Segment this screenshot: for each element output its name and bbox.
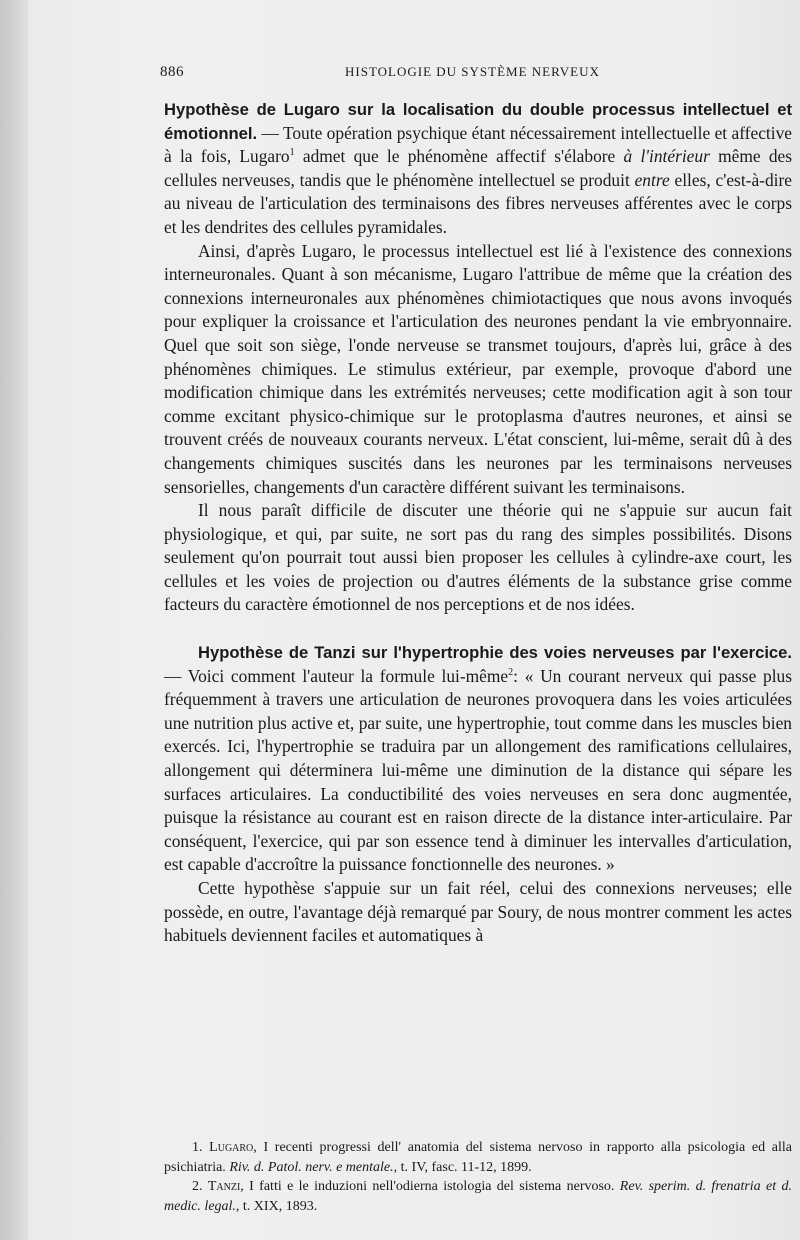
footnote-1: [164, 1138, 792, 1177]
section-title-tanzi: Hypothèse de Tanzi sur l'hypertrophie des voies nerveuses par l'exercice.: [198, 643, 792, 663]
footnote-ref: , t. IV, fasc. 11-12, 1899.: [393, 1159, 532, 1175]
paragraph-lugaro-critique: Il nous paraît difficile de discuter une théorie qui ne s'appuie sur aucun fait physiologique, et qui, par suite, ne sort pas du rang des simples possibilités. Disons seulement qu'on pourrait tout aussi bien proposer les cellules à cylindre-axe court, les cellules et les voies de projection ou d'autres éléments de la substance grise comme facteurs du caractère émotionnel de nos perceptions et de nos idées.: [164, 500, 792, 615]
footnote-author: Tanzi: [207, 1179, 241, 1195]
section-title-lugaro: Hypothèse de Lugaro sur la localisation du double processus intellectuel et émotionnel.: [164, 100, 792, 143]
emphasis: à l'intérieur: [623, 146, 710, 167]
paragraph-tanzi-intro: [164, 641, 792, 877]
paragraph-lugaro-intro: [164, 98, 792, 240]
footnote-number: 2.: [192, 1179, 203, 1195]
text-run: même des cellules nerveuses, tandis que le phénomène intellectuel se produit: [164, 146, 792, 190]
paragraph-tanzi-discussion: Cette hypothèse s'appuie sur un fait réel, celui des connexions nerveuses; elle possède, en outre, l'avantage déjà remarqué par Soury, de nous montrer comment les actes habituels deviennent faciles et automatiques à: [164, 878, 792, 946]
footnote-ref-2: 2: [508, 666, 514, 678]
page-spine-shadow: [0, 0, 28, 1240]
running-title: HISTOLOGIE DU SYSTÈME NERVEUX: [345, 64, 600, 79]
footnote-2: [164, 1177, 792, 1216]
text-run: : « Un courant nerveux qui passe plus fréquemment à travers une articulation de neurones provoquera dans les voies articulées une nutrition plus active et, par suite, une hypertrophie, tout comme dans les muscles bien exercés. Ici, l'hypertrophie se traduira par un allongement des ramifications cellulaires, allongement qui déterminera lui-même une diminution de la distance qui sépare les surfaces articulaires. La conductibilité des voies nerveuses en sera donc augmentée, puisque la résistance au courant est en raison directe de la distance inter-articulaire. Par conséquent, l'exercice, qui par son essence tend à diminuer les intervalles d'articulation, est capable d'accroître la puissance fonctionnelle des neurones. »: [164, 665, 792, 875]
paragraph-lugaro-mechanism: Ainsi, d'après Lugaro, le processus intellectuel est lié à l'existence des connexions interneuronales. Quant à son mécanisme, Lugaro l'attribue de même que la création des connexions interneuronales aux phénomènes chimiotactiques que nous avons invoqués pour expliquer la croissance et l'articulation des neurones pendant la vie embryonnaire. Quel que soit son siège, l'onde nerveuse se transmet toujours, d'après lui, grâce à des phénomènes chimiques. Le stimulus extérieur, par exemple, provoque d'abord une modification chimique dans les extrémités nerveuses; cette modification agit à son tour comme excitant physico-chimique sur le protoplasma d'autres neurones, et ainsi se trouvent créés de nouveaux courants nerveux. L'état conscient, lui-même, serait dû à des changements chimiques suscités dans les neurones par les terminaisons nerveuses sensorielles, changements d'un caractère différent suivant les terminaisons.: [164, 240, 792, 497]
footnote-journal: Riv. d. Patol. nerv. e mentale.: [229, 1159, 394, 1175]
page-number: 886: [160, 64, 184, 80]
footnote-author: Lugaro: [209, 1140, 254, 1155]
footnote-ref: , t. XIX, 1893.: [235, 1198, 318, 1214]
footnote-number: 1.: [192, 1140, 203, 1155]
text-run: — Voici comment l'auteur la formule lui-même: [164, 665, 509, 686]
footnote-journal: Rev. sperim. d. frenatria et d. medic. legal.: [164, 1179, 793, 1214]
footnotes: [164, 1138, 792, 1216]
section-gap: [164, 617, 792, 641]
footnote-text: , I recenti progressi dell' anatomia del sistema nervoso in rapporto alla psicologia ed alla psichiatria.: [164, 1140, 792, 1175]
main-text: [164, 98, 792, 948]
footnote-text: , I fatti e le induzioni nell'odierna istologia del sistema nervoso.: [240, 1179, 620, 1195]
text-run: elles, c'est-à-dire au niveau de l'articulation des terminaisons des fibres nerveuses afférentes avec le corps et les dendrites des cellules pyramidales.: [164, 169, 792, 237]
footnote-ref-1: 1: [289, 147, 295, 159]
page-header: [160, 60, 800, 84]
text-run: admet que le phénomène affectif s'élabore: [294, 146, 624, 167]
emphasis: entre: [634, 169, 670, 190]
text-run: — Toute opération psychique étant nécessairement intellectuelle et affective à la fois, Lugaro: [164, 122, 792, 167]
